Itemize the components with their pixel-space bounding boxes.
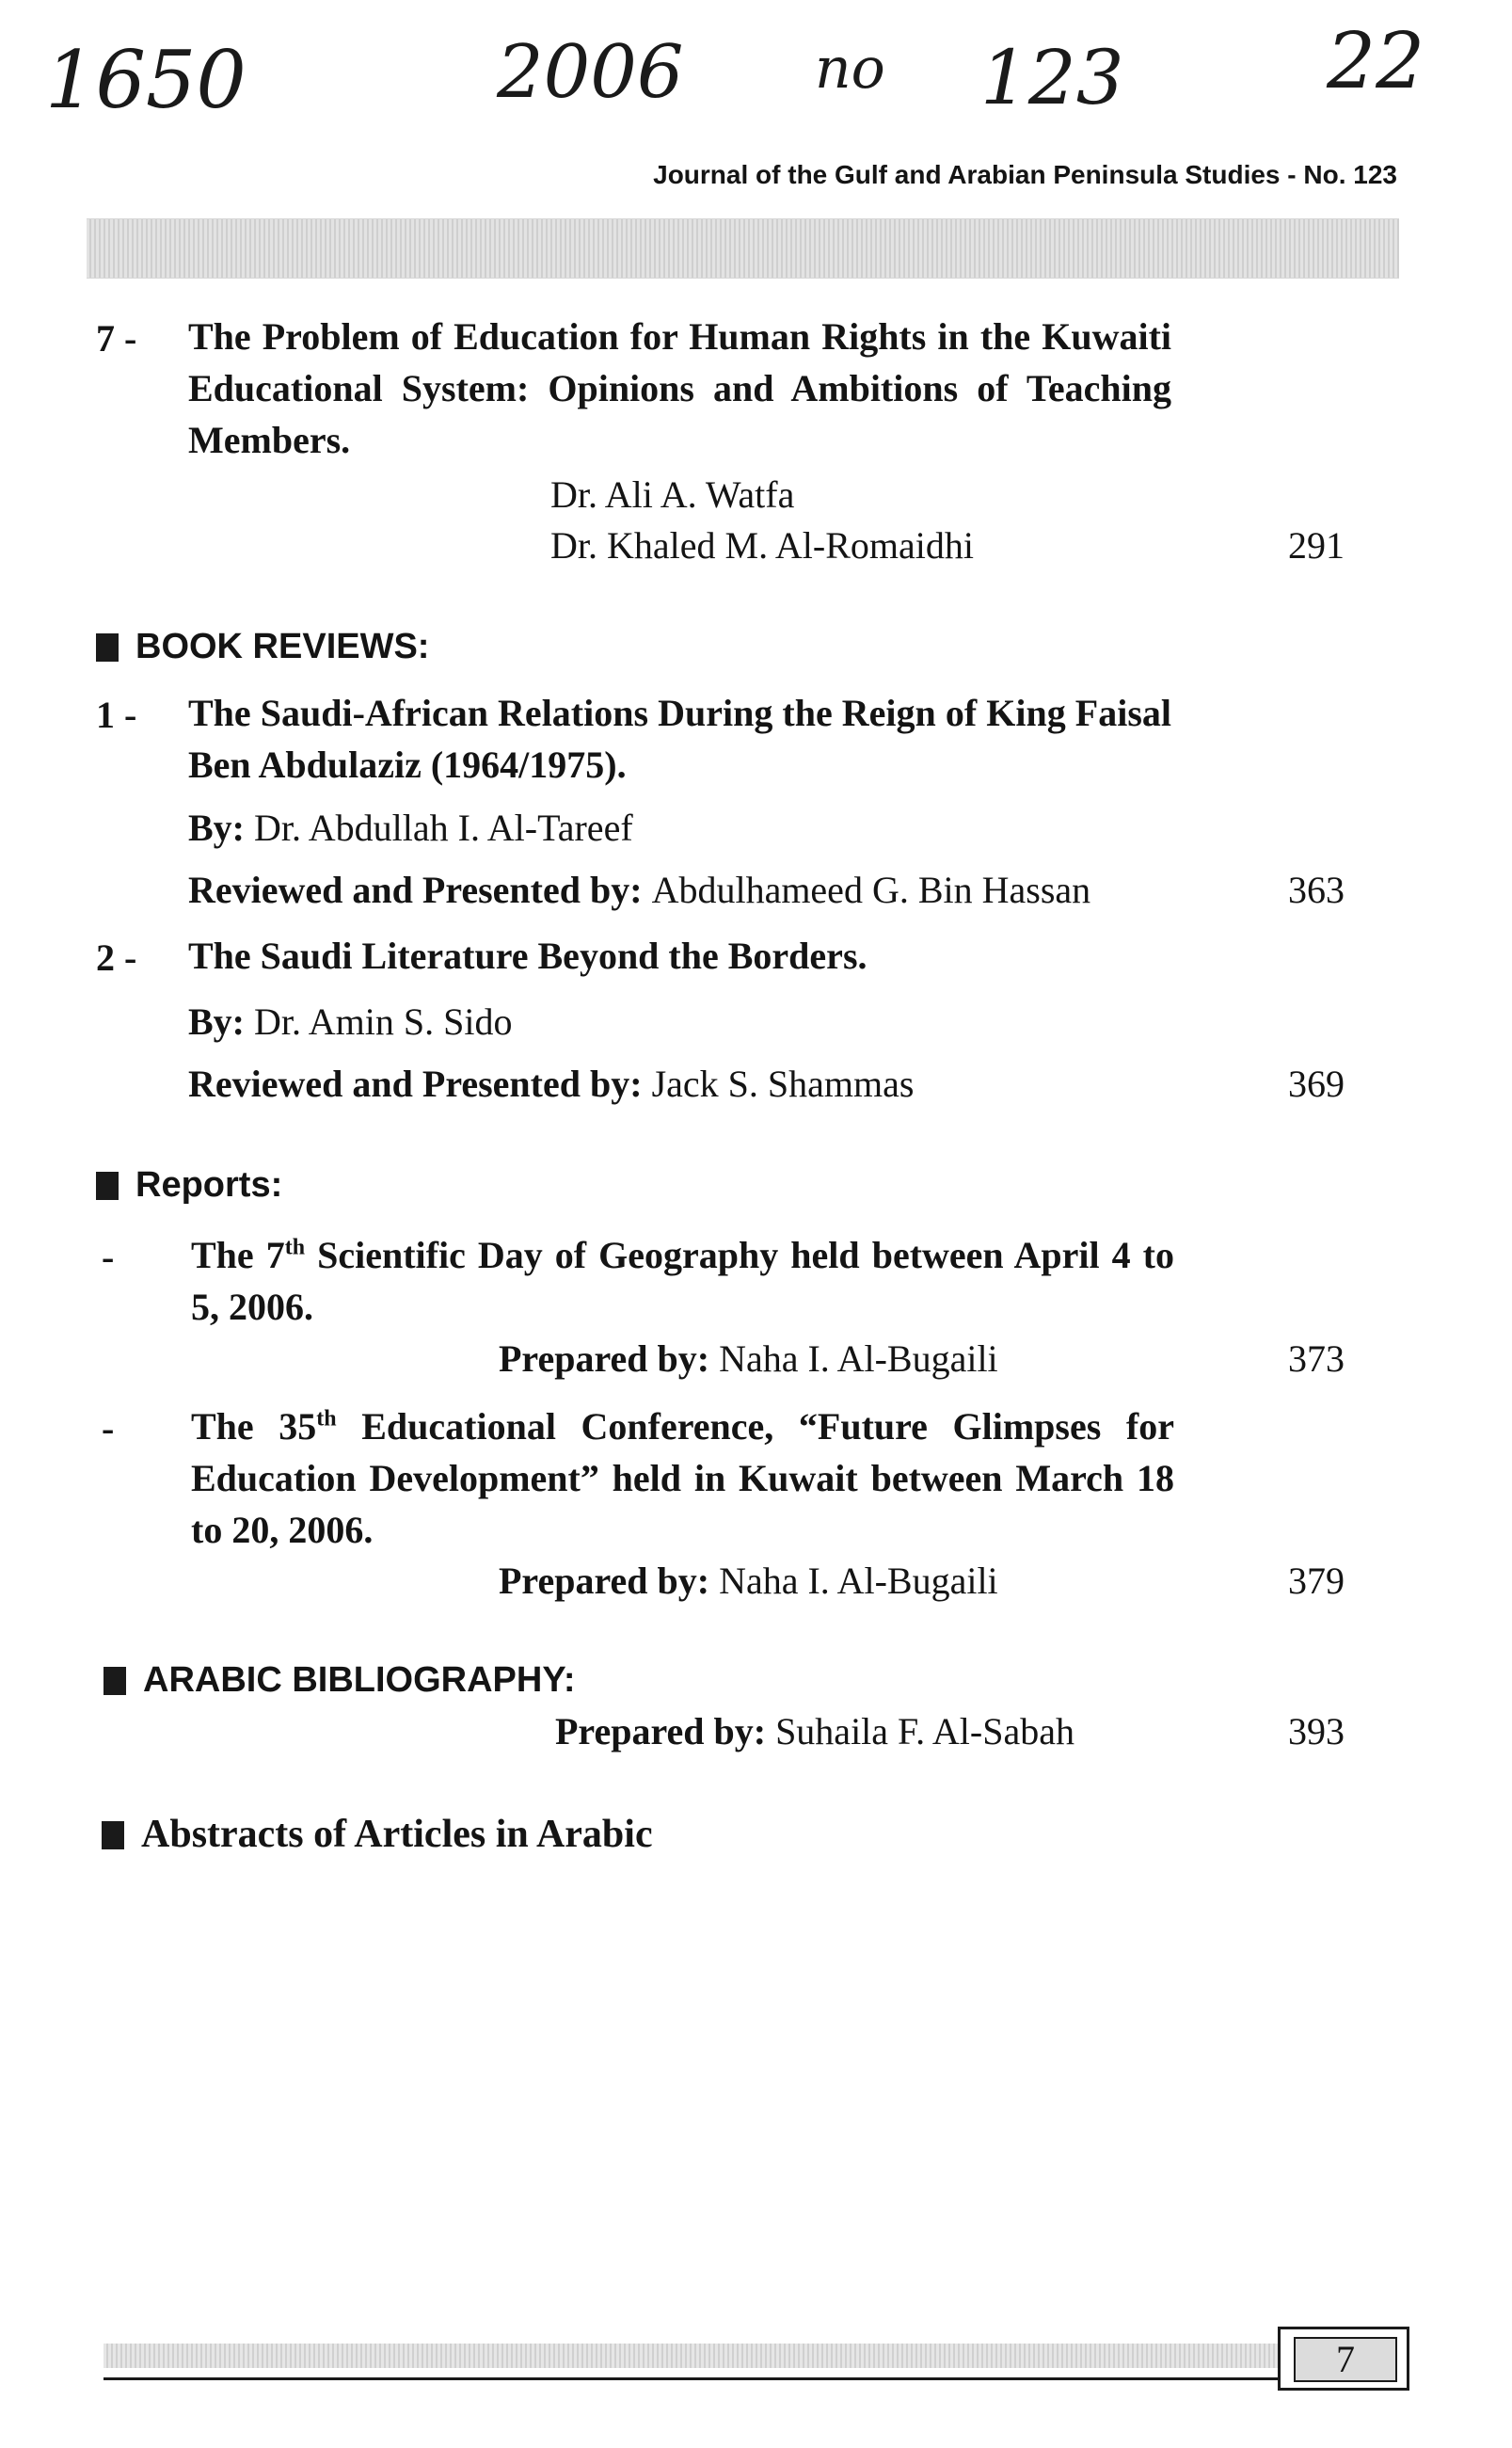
footer-band bbox=[103, 2344, 1280, 2368]
book-reviews-heading: BOOK REVIEWS: bbox=[96, 627, 429, 667]
reviewed-label: Reviewed and Presented by: bbox=[188, 1063, 643, 1105]
header-band bbox=[87, 218, 1399, 279]
abstracts-heading: Abstracts of Articles in Arabic bbox=[102, 1809, 653, 1861]
footer-rule bbox=[103, 2377, 1280, 2380]
reviewer-name: Jack S. Shammas bbox=[651, 1063, 915, 1105]
article-author: Dr. Ali A. Watfa bbox=[550, 473, 795, 516]
page-number-box bbox=[1278, 2327, 1409, 2391]
bullet-square-icon bbox=[96, 1172, 119, 1200]
by-label: By: bbox=[188, 1000, 245, 1043]
handwritten-number-prefix: no bbox=[815, 36, 885, 102]
bibliography-heading: ARABIC BIBLIOGRAPHY: bbox=[103, 1660, 576, 1701]
review-author: Dr. Abdullah I. Al-Tareef bbox=[254, 807, 633, 849]
by-label: By: bbox=[188, 807, 245, 849]
article-author: Dr. Khaled M. Al-Romaidhi bbox=[550, 524, 974, 567]
report-title: The 35th Educational Conference, “Future Glimpses for Education Development” held in Kuwait between March 18 to 20, 2006. bbox=[191, 1405, 1174, 1551]
review-title: The Saudi Literature Beyond the Borders. bbox=[188, 935, 867, 977]
article-title: The Problem of Education for Human Rights in the Kuwaiti Educational System: Opinions and Ambitions of Teaching Members. bbox=[188, 315, 1171, 461]
report-preparer-line bbox=[499, 1333, 998, 1384]
bullet-square-icon bbox=[102, 1821, 124, 1849]
reviewer-name: Abdulhameed G. Bin Hassan bbox=[651, 869, 1091, 911]
report-page-number: 379 bbox=[1288, 1560, 1345, 1602]
bibliography-page-number: 393 bbox=[1288, 1710, 1345, 1752]
reviewer-line bbox=[188, 864, 1090, 916]
report-page-number: 373 bbox=[1288, 1337, 1345, 1380]
handwritten-year: 2006 bbox=[497, 30, 684, 115]
review-number: 1 - bbox=[96, 694, 137, 736]
preparer-name: Naha I. Al-Bugaili bbox=[719, 1337, 998, 1380]
report-dash: - bbox=[102, 1236, 115, 1278]
article-page-number: 291 bbox=[1288, 524, 1345, 567]
review-title: The Saudi-African Relations During the Reign of King Faisal Ben Abdulaziz (1964/1975). bbox=[188, 692, 1171, 786]
review-page-number: 369 bbox=[1288, 1063, 1345, 1105]
report-dash: - bbox=[102, 1407, 115, 1449]
handwritten-number: 123 bbox=[980, 34, 1124, 121]
handwritten-code: 1650 bbox=[45, 34, 247, 126]
bullet-square-icon bbox=[96, 633, 119, 662]
review-author: Dr. Amin S. Sido bbox=[254, 1000, 513, 1043]
article-number: 7 - bbox=[96, 317, 137, 360]
preparer-name: Naha I. Al-Bugaili bbox=[719, 1560, 998, 1602]
reports-heading: Reports: bbox=[96, 1165, 282, 1206]
page-number: 7 bbox=[1294, 2337, 1397, 2382]
review-page-number: 363 bbox=[1288, 869, 1345, 911]
handwritten-corner-number: 22 bbox=[1327, 17, 1425, 106]
report-preparer-line bbox=[499, 1555, 998, 1607]
review-number: 2 - bbox=[96, 936, 137, 979]
reviewed-label: Reviewed and Presented by: bbox=[188, 869, 643, 911]
preparer-name: Suhaila F. Al-Sabah bbox=[775, 1710, 1074, 1752]
journal-title: Journal of the Gulf and Arabian Peninsula Studies - No. 123 bbox=[653, 160, 1397, 189]
report-title: The 7th Scientific Day of Geography held between April 4 to 5, 2006. bbox=[191, 1234, 1174, 1328]
reviewer-line bbox=[188, 1058, 914, 1110]
prepared-label: Prepared by: bbox=[555, 1710, 767, 1752]
bibliography-preparer-line bbox=[555, 1705, 1074, 1757]
prepared-label: Prepared by: bbox=[499, 1560, 710, 1602]
prepared-label: Prepared by: bbox=[499, 1337, 710, 1380]
review-author-line bbox=[188, 996, 513, 1048]
bullet-square-icon bbox=[103, 1667, 126, 1695]
review-author-line bbox=[188, 802, 633, 854]
